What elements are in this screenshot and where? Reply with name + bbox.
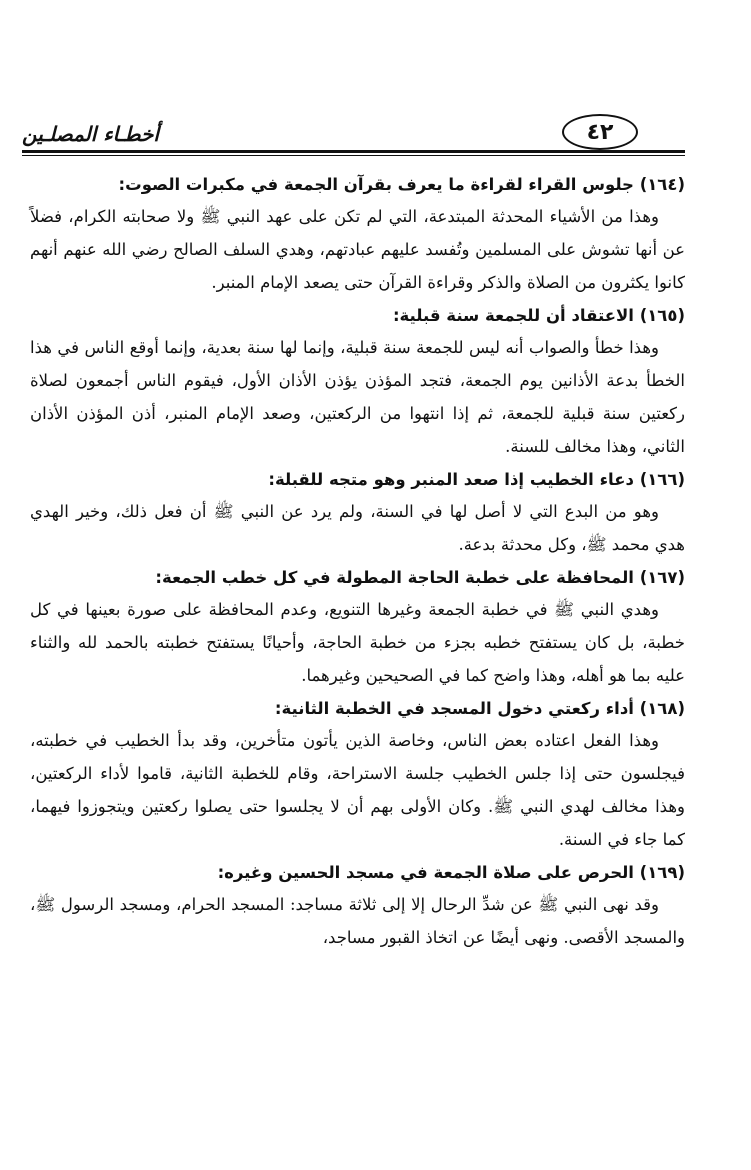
section-heading-168: (١٦٨) أداء ركعتي دخول المسجد في الخطبة الثانية: bbox=[274, 699, 685, 718]
section-heading-169: (١٦٩) الحرص على صلاة الجمعة في مسجد الحسين وغيره: bbox=[217, 863, 685, 882]
page-header bbox=[22, 108, 685, 156]
section-text-166: وهو من البدع التي لا أصل لها في السنة، ولم يرد عن النبي ﷺ أن فعل ذلك، وخير الهدي هدي محمد ﷺ، وكل محدثة بدعة. bbox=[30, 502, 685, 554]
section-text-165: وهذا خطأ والصواب أنه ليس للجمعة سنة قبلية، وإنما لها سنة بعدية، وإنما أوقع الناس في هذا الخطأ بدعة الأذانين يوم الجمعة، فتجد المؤذن يؤذن الأذان الأول، فيقوم الناس أجمعون لصلاة ركعتين سنة قبلية للجمعة، ثم إذا انتهوا من الركعتين، وصعد الإمام المنبر، أذن المؤذن الأذان الثاني، وهذا مخالف للسنة. bbox=[30, 338, 685, 456]
page-number: ٤٢ bbox=[562, 114, 638, 150]
section-heading-166: (١٦٦) دعاء الخطيب إذا صعد المنبر وهو متجه للقبلة: bbox=[268, 470, 685, 489]
section-text-164: وهذا من الأشياء المحدثة المبتدعة، التي لم تكن على عهد النبي ﷺ ولا صحابته الكرام، فضلاً عن أنها تشوش على المسلمين وتُفسد عليهم عبادتهم، وهدي السلف الصالح رضي الله عنهم أنهم كانوا يكثرون من الصلاة والذكر وقراءة القرآن حتى يصعد الإمام المنبر. bbox=[30, 207, 685, 292]
header-rule-thin bbox=[22, 155, 685, 156]
section-text-167: وهدي النبي ﷺ في خطبة الجمعة وغيرها التنويع، وعدم المحافظة على صورة بعينها في كل خطبة، بل كان يستفتح خطبه بجزء من خطبة الحاجة، وأحيانًا يستفتح خطبته بالحمد لله والثناء عليه بما هو أهله، وهذا واضح كما في الصحيحين وغيرهما. bbox=[30, 600, 685, 685]
section-text-168: وهذا الفعل اعتاده بعض الناس، وخاصة الذين يأتون متأخرين، وقد بدأ الخطيب في خطبته، فيجلسون حتى إذا جلس الخطيب جلسة الاستراحة، وقام للخطبة الثانية، قاموا لأداء الركعتين، وهذا مخالف لهدي النبي ﷺ. وكان الأولى بهم أن لا يجلسوا حتى يصلوا ركعتين ويتجوزوا فيهما، كما جاء في السنة. bbox=[30, 731, 685, 849]
section-text-169: وقد نهى النبي ﷺ عن شدِّ الرحال إلا إلى ثلاثة مساجد: المسجد الحرام، ومسجد الرسول ﷺ، والمسجد الأقصى. ونهى أيضًا عن اتخاذ القبور مساجد، bbox=[30, 895, 685, 947]
section-heading-165: (١٦٥) الاعتقاد أن للجمعة سنة قبلية: bbox=[392, 306, 685, 325]
header-rule bbox=[22, 150, 685, 153]
section-heading-167: (١٦٧) المحافظة على خطبة الحاجة المطولة في كل خطب الجمعة: bbox=[155, 568, 685, 587]
running-title: أخطـاء المصلـين bbox=[22, 122, 159, 146]
page-body bbox=[30, 170, 685, 956]
section-heading-164: (١٦٤) جلوس القراء لقراءة ما يعرف بقرآن الجمعة في مكبرات الصوت: bbox=[118, 175, 685, 194]
